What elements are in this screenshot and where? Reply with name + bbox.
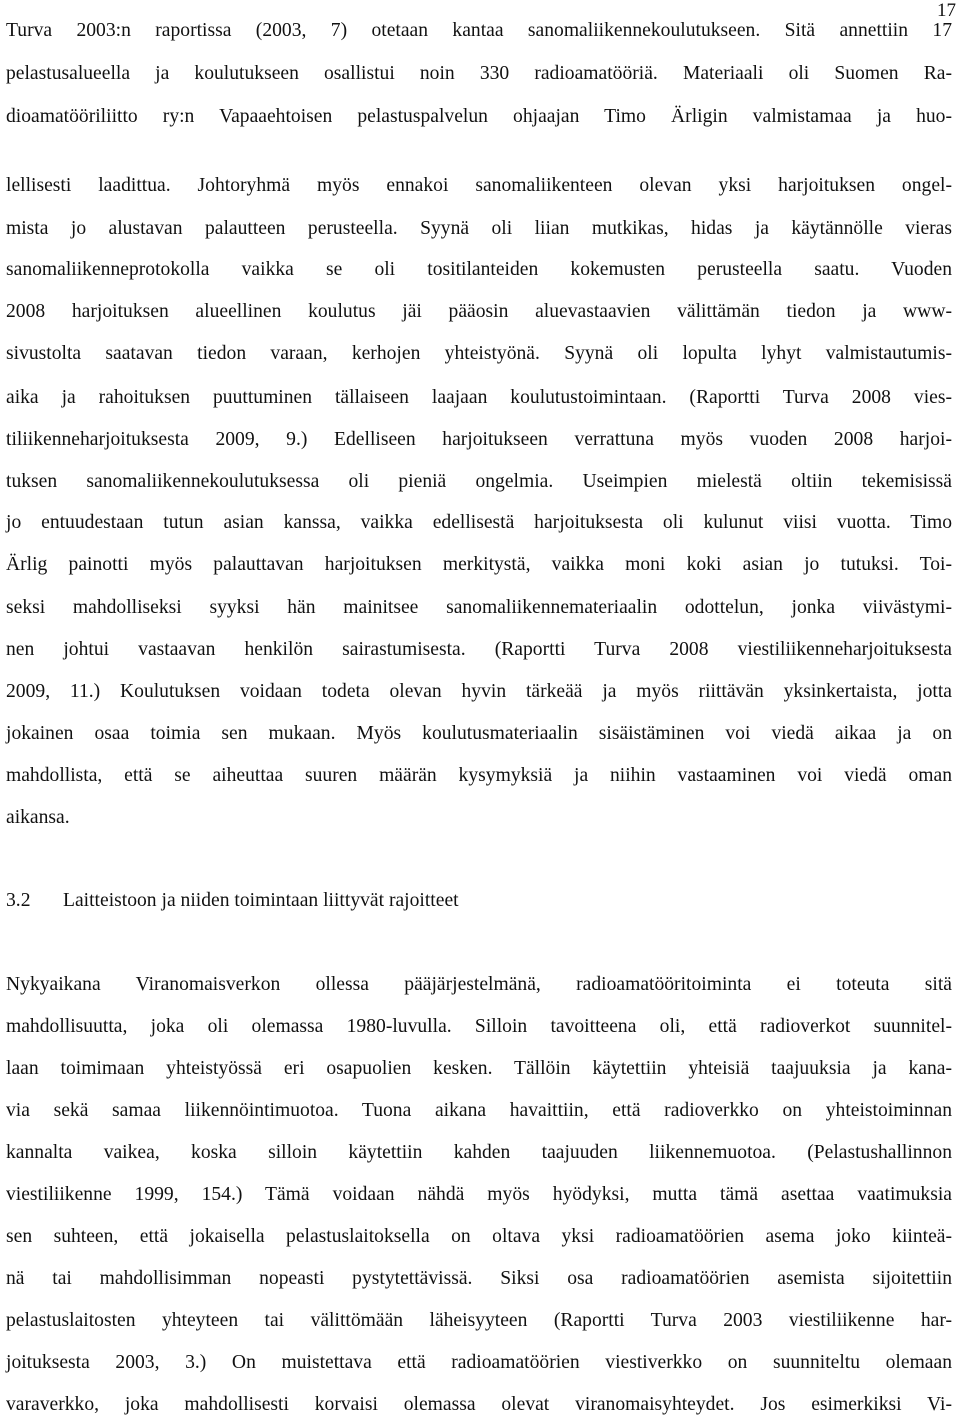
text-line: Ärlig painotti myös palauttavan harjoituksen merkitystä, vaikka moni koki asian jo tutuksi. Toi- <box>6 554 952 575</box>
page-number: 17 <box>937 0 956 21</box>
section-heading <box>6 889 459 913</box>
text-line: sen suhteen, että jokaisella pelastuslaitoksella on oltava yksi radioamatöörien asema joko kiinteä- <box>6 1226 952 1247</box>
text-line: 2008 harjoituksen alueellinen koulutus jäi pääosin aluevastaavien välittämän tiedon ja www- <box>6 301 952 322</box>
text-line: 2009, 11.) Koulutuksen voidaan todeta olevan hyvin tärkeää ja myös riittävän yksinkertaista, jotta <box>6 681 952 702</box>
text-line: lellisesti laadittua. Johtoryhmä myös ennakoi sanomaliikenteen olevan yksi harjoituksen ongel- <box>6 175 952 196</box>
text-line: mahdollista, että se aiheuttaa suuren määrän kysymyksiä ja niihin vastaaminen voi viedä oman <box>6 765 952 786</box>
text-line: Turva 2003:n raportissa (2003, 7) otetaan kantaa sanomaliikennekoulutukseen. Sitä annettiin 17 <box>6 20 952 41</box>
text-line: joituksesta 2003, 3.) On muistettava että radioamatöörien viestiverkko on suunniteltu olemaan <box>6 1352 952 1373</box>
text-line: nen johtui vastaavan henkilön sairastumisesta. (Raportti Turva 2008 viestiliikenneharjoituksesta <box>6 639 952 660</box>
text-line: Nykyaikana Viranomaisverkon ollessa pääjärjestelmänä, radioamatööritoiminta ei toteuta sitä <box>6 974 952 995</box>
text-line: mista jo alustavan palautteen perusteella. Syynä oli liian mutkikas, hidas ja käytännölle vieras <box>6 218 952 239</box>
text-line: seksi mahdolliseksi syyksi hän mainitsee sanomaliikennemateriaalin odottelun, jonka viivästymi- <box>6 597 952 618</box>
text-line: via sekä samaa liikennöintimuotoa. Tuona aikana havaittiin, että radioverkko on yhteistoiminnan <box>6 1100 952 1121</box>
text-line: kannalta vaikea, koska silloin käytettiin kahden taajuuden liikennemuotoa. (Pelastushallinnon <box>6 1142 952 1163</box>
text-line: sanomaliikenneprotokolla vaikka se oli tositilanteiden kokemusten perusteella saatu. Vuoden <box>6 259 952 280</box>
text-line: jokainen osaa toimia sen mukaan. Myös koulutusmateriaalin sisäistäminen voi viedä aikaa ja on <box>6 723 952 744</box>
section-number: 3.2 <box>6 890 31 911</box>
text-line: varaverkko, joka mahdollisesti korvaisi olemassa olevat viranomaisyhteydet. Jos esimerkiksi Vi- <box>6 1394 952 1415</box>
text-line: mahdollisuutta, joka oli olemassa 1980-luvulla. Silloin tavoitteena oli, että radioverkot suunnitel- <box>6 1016 952 1037</box>
text-line: tuksen sanomaliikennekoulutuksessa oli pieniä ongelmia. Useimpien mielestä oltiin tekemisissä <box>6 471 952 492</box>
text-line: pelastuslaitosten yhteyteen tai välittömään läheisyyteen (Raportti Turva 2003 viestiliikenne har- <box>6 1310 952 1331</box>
text-line: pelastusalueella ja koulutukseen osallistui noin 330 radioamatööriä. Materiaali oli Suomen Ra- <box>6 63 952 84</box>
text-line: laan toimimaan yhteistyössä eri osapuolien kesken. Tällöin käytettiin yhteisiä taajuuksia ja kana- <box>6 1058 952 1079</box>
text-line: tiliikenneharjoituksesta 2009, 9.) Edelliseen harjoitukseen verrattuna myös vuoden 2008 harjoi- <box>6 429 952 450</box>
text-line: jo entuudestaan tutun asian kanssa, vaikka edellisestä harjoituksesta oli kulunut viisi vuotta. Timo <box>6 512 952 533</box>
text-line: sivustolta saatavan tiedon varaan, kerhojen yhteistyönä. Syynä oli lopulta lyhyt valmistautumis- <box>6 343 952 364</box>
section-title: Laitteistoon ja niiden toimintaan liittyvät rajoitteet <box>63 890 459 911</box>
text-line: aika ja rahoituksen puuttuminen tällaiseen laajaan koulutustoimintaan. (Raportti Turva 2008 vies- <box>6 387 952 408</box>
text-line: dioamatööriliitto ry:n Vapaaehtoisen pelastuspalvelun ohjaajan Timo Ärligin valmistamaa ja huo- <box>6 106 952 127</box>
text-line: aikansa. <box>6 807 70 828</box>
text-line: nä tai mahdollisimman nopeasti pystytettävissä. Siksi osa radioamatöörien asemista sijoitettiin <box>6 1268 952 1289</box>
text-line: viestiliikenne 1999, 154.) Tämä voidaan nähdä myös hyödyksi, mutta tämä asettaa vaatimuksia <box>6 1184 952 1205</box>
